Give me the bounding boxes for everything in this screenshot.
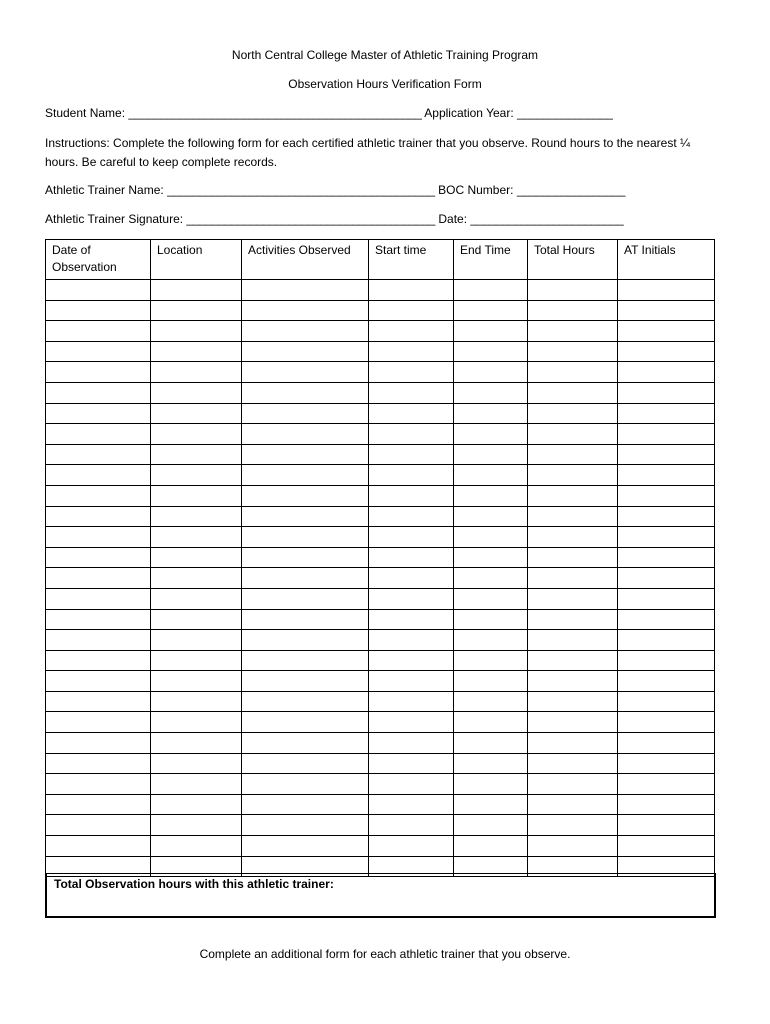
table-cell[interactable]	[151, 650, 242, 671]
table-cell[interactable]	[242, 712, 369, 733]
table-row	[46, 650, 715, 671]
table-cell[interactable]	[618, 424, 715, 445]
table-cell[interactable]	[454, 609, 528, 630]
table-cell[interactable]	[618, 712, 715, 733]
total-hours-label: Total Observation hours with this athletic trainer:	[54, 877, 334, 891]
table-cell[interactable]	[369, 527, 454, 548]
table-row	[46, 403, 715, 424]
table-cell[interactable]	[454, 485, 528, 506]
table-cell[interactable]	[369, 280, 454, 301]
table-cell[interactable]	[454, 341, 528, 362]
table-cell[interactable]	[242, 691, 369, 712]
table-row	[46, 836, 715, 857]
boc-number-field[interactable]: _________________	[516, 183, 626, 197]
table-cell[interactable]	[242, 382, 369, 403]
table-cell[interactable]	[242, 485, 369, 506]
table-cell[interactable]	[454, 465, 528, 486]
table-cell[interactable]	[151, 362, 242, 383]
table-cell[interactable]	[151, 712, 242, 733]
date-field[interactable]: ________________________	[470, 212, 624, 226]
table-row	[46, 485, 715, 506]
table-cell[interactable]	[151, 506, 242, 527]
table-cell[interactable]	[151, 321, 242, 342]
table-cell[interactable]	[369, 753, 454, 774]
table-cell[interactable]	[528, 341, 618, 362]
table-cell[interactable]	[528, 568, 618, 589]
table-cell[interactable]	[151, 527, 242, 548]
application-year-field[interactable]: _______________	[517, 106, 613, 120]
table-cell[interactable]	[618, 382, 715, 403]
table-cell[interactable]	[151, 403, 242, 424]
table-row	[46, 794, 715, 815]
trainer-name-field[interactable]: __________________________________________	[167, 183, 435, 197]
table-cell[interactable]	[46, 321, 151, 342]
table-cell[interactable]	[528, 815, 618, 836]
table-cell[interactable]	[454, 527, 528, 548]
table-cell[interactable]	[151, 588, 242, 609]
table-cell[interactable]	[369, 341, 454, 362]
table-cell[interactable]	[618, 300, 715, 321]
table-cell[interactable]	[528, 444, 618, 465]
table-cell[interactable]	[618, 547, 715, 568]
table-cell[interactable]	[46, 794, 151, 815]
table-cell[interactable]	[46, 485, 151, 506]
table-cell[interactable]	[151, 280, 242, 301]
table-cell[interactable]	[618, 444, 715, 465]
table-cell[interactable]	[151, 691, 242, 712]
table-row	[46, 506, 715, 527]
table-cell[interactable]	[151, 424, 242, 445]
table-cell[interactable]	[528, 403, 618, 424]
table-cell[interactable]	[528, 671, 618, 692]
table-cell[interactable]	[528, 609, 618, 630]
table-cell[interactable]	[618, 650, 715, 671]
table-cell[interactable]	[454, 547, 528, 568]
table-cell[interactable]	[46, 403, 151, 424]
table-cell[interactable]	[618, 362, 715, 383]
table-cell[interactable]	[369, 485, 454, 506]
table-row	[46, 691, 715, 712]
table-cell[interactable]	[618, 691, 715, 712]
table-row	[46, 362, 715, 383]
table-cell[interactable]	[242, 794, 369, 815]
table-cell[interactable]	[242, 341, 369, 362]
table-cell[interactable]	[369, 382, 454, 403]
table-cell[interactable]	[369, 465, 454, 486]
table-cell[interactable]	[242, 547, 369, 568]
table-cell[interactable]	[242, 609, 369, 630]
table-cell[interactable]	[369, 547, 454, 568]
table-cell[interactable]	[369, 403, 454, 424]
table-cell[interactable]	[528, 836, 618, 857]
boc-number-label: BOC Number:	[438, 183, 514, 197]
table-cell[interactable]	[369, 836, 454, 857]
table-cell[interactable]	[46, 506, 151, 527]
table-cell[interactable]	[528, 588, 618, 609]
table-row	[46, 671, 715, 692]
table-row	[46, 300, 715, 321]
table-cell[interactable]	[242, 527, 369, 548]
table-cell[interactable]	[528, 321, 618, 342]
table-row	[46, 465, 715, 486]
table-cell[interactable]	[46, 712, 151, 733]
table-cell[interactable]	[528, 465, 618, 486]
table-cell[interactable]	[46, 588, 151, 609]
table-row	[46, 774, 715, 795]
table-cell[interactable]	[454, 753, 528, 774]
table-cell[interactable]	[151, 794, 242, 815]
table-cell[interactable]	[369, 506, 454, 527]
table-cell[interactable]	[46, 691, 151, 712]
table-cell[interactable]	[528, 753, 618, 774]
table-cell[interactable]	[618, 774, 715, 795]
table-cell[interactable]	[369, 300, 454, 321]
table-row	[46, 444, 715, 465]
table-cell[interactable]	[454, 588, 528, 609]
footer-note: Complete an additional form for each athletic trainer that you observe.	[199, 947, 571, 961]
table-cell[interactable]	[369, 568, 454, 589]
table-cell[interactable]	[151, 485, 242, 506]
table-cell[interactable]	[46, 630, 151, 651]
table-cell[interactable]	[151, 609, 242, 630]
table-cell[interactable]	[242, 774, 369, 795]
table-cell[interactable]	[454, 671, 528, 692]
table-cell[interactable]	[454, 733, 528, 754]
table-cell[interactable]	[151, 300, 242, 321]
table-cell[interactable]	[528, 691, 618, 712]
table-row	[46, 321, 715, 342]
table-cell[interactable]	[528, 424, 618, 445]
table-row	[46, 712, 715, 733]
table-cell[interactable]	[454, 321, 528, 342]
column-header-total-hours: Total Hours	[528, 240, 618, 280]
table-cell[interactable]	[528, 547, 618, 568]
table-cell[interactable]	[369, 444, 454, 465]
table-cell[interactable]	[151, 568, 242, 589]
table-cell[interactable]	[242, 630, 369, 651]
table-cell[interactable]	[528, 733, 618, 754]
table-cell[interactable]	[46, 444, 151, 465]
table-cell[interactable]	[242, 321, 369, 342]
table-row	[46, 547, 715, 568]
table-cell[interactable]	[242, 836, 369, 857]
table-row	[46, 753, 715, 774]
table-row	[46, 341, 715, 362]
table-cell[interactable]	[151, 733, 242, 754]
table-cell[interactable]	[151, 774, 242, 795]
table-cell[interactable]	[454, 836, 528, 857]
table-cell[interactable]	[242, 588, 369, 609]
table-cell[interactable]	[242, 506, 369, 527]
table-cell[interactable]	[618, 527, 715, 548]
table-cell[interactable]	[242, 465, 369, 486]
table-row	[46, 630, 715, 651]
total-hours-box[interactable]	[45, 873, 716, 918]
student-name-line	[45, 106, 613, 120]
table-cell[interactable]	[528, 382, 618, 403]
table-cell[interactable]	[46, 547, 151, 568]
table-cell[interactable]	[242, 403, 369, 424]
table-cell[interactable]	[618, 630, 715, 651]
table-cell[interactable]	[528, 630, 618, 651]
table-cell[interactable]	[618, 321, 715, 342]
table-row	[46, 588, 715, 609]
form-subtitle: Observation Hours Verification Form	[288, 77, 482, 91]
table-cell[interactable]	[454, 691, 528, 712]
table-row	[46, 733, 715, 754]
table-cell[interactable]	[46, 341, 151, 362]
table-cell[interactable]	[454, 280, 528, 301]
table-cell[interactable]	[454, 300, 528, 321]
table-cell[interactable]	[46, 382, 151, 403]
table-cell[interactable]	[369, 815, 454, 836]
table-cell[interactable]	[369, 650, 454, 671]
table-cell[interactable]	[46, 609, 151, 630]
table-cell[interactable]	[369, 362, 454, 383]
table-cell[interactable]	[46, 836, 151, 857]
table-cell[interactable]	[46, 424, 151, 445]
table-cell[interactable]	[369, 691, 454, 712]
table-cell[interactable]	[242, 650, 369, 671]
column-header-at-initials: AT Initials	[618, 240, 715, 280]
table-cell[interactable]	[454, 815, 528, 836]
table-cell[interactable]	[618, 671, 715, 692]
column-header-start-time: Start time	[369, 240, 454, 280]
table-cell[interactable]	[369, 321, 454, 342]
table-cell[interactable]	[618, 465, 715, 486]
table-cell[interactable]	[528, 300, 618, 321]
table-cell[interactable]	[618, 506, 715, 527]
observation-table	[45, 239, 715, 877]
signature-field[interactable]: _______________________________________	[186, 212, 436, 226]
table-cell[interactable]	[46, 465, 151, 486]
table-cell[interactable]	[242, 444, 369, 465]
trainer-name-line	[45, 183, 625, 197]
table-cell[interactable]	[151, 815, 242, 836]
table-cell[interactable]	[151, 671, 242, 692]
column-header-date: Date of Observation	[46, 240, 151, 280]
table-cell[interactable]	[242, 815, 369, 836]
table-cell[interactable]	[454, 794, 528, 815]
form-title: North Central College Master of Athletic Training Program	[231, 48, 539, 62]
table-cell[interactable]	[242, 362, 369, 383]
table-cell[interactable]	[46, 568, 151, 589]
table-cell[interactable]	[46, 650, 151, 671]
table-cell[interactable]	[369, 733, 454, 754]
table-cell[interactable]	[528, 794, 618, 815]
table-body	[46, 280, 715, 877]
table-cell[interactable]	[618, 733, 715, 754]
table-cell[interactable]	[454, 650, 528, 671]
table-cell[interactable]	[242, 300, 369, 321]
student-name-field[interactable]: ______________________________________________	[128, 106, 422, 120]
instructions-text: Instructions: Complete the following form for each certified athletic trainer that you observe. Round hours to the nearest ¼ hours. Be careful to keep complete records.	[45, 136, 691, 169]
table-cell[interactable]	[528, 527, 618, 548]
table-cell[interactable]	[369, 424, 454, 445]
table-cell[interactable]	[242, 424, 369, 445]
table-cell[interactable]	[618, 568, 715, 589]
table-cell[interactable]	[528, 485, 618, 506]
table-cell[interactable]	[46, 300, 151, 321]
signature-label: Athletic Trainer Signature:	[45, 212, 184, 226]
table-cell[interactable]	[454, 712, 528, 733]
table-cell[interactable]	[618, 836, 715, 857]
table-row	[46, 609, 715, 630]
table-cell[interactable]	[46, 753, 151, 774]
table-header-row	[46, 240, 715, 280]
table-cell[interactable]	[46, 815, 151, 836]
table-cell[interactable]	[151, 465, 242, 486]
table-cell[interactable]	[618, 753, 715, 774]
signature-line	[45, 212, 623, 226]
table-cell[interactable]	[618, 485, 715, 506]
table-cell[interactable]	[151, 382, 242, 403]
table-cell[interactable]	[528, 280, 618, 301]
table-cell[interactable]	[151, 836, 242, 857]
table-row	[46, 568, 715, 589]
table-cell[interactable]	[46, 671, 151, 692]
table-row	[46, 424, 715, 445]
table-cell[interactable]	[618, 341, 715, 362]
table-cell[interactable]	[618, 280, 715, 301]
table-cell[interactable]	[369, 609, 454, 630]
table-cell[interactable]	[46, 362, 151, 383]
table-cell[interactable]	[528, 362, 618, 383]
table-cell[interactable]	[151, 444, 242, 465]
table-cell[interactable]	[151, 753, 242, 774]
table-cell[interactable]	[454, 568, 528, 589]
table-cell[interactable]	[618, 794, 715, 815]
table-cell[interactable]	[369, 774, 454, 795]
table-cell[interactable]	[454, 444, 528, 465]
table-cell[interactable]	[618, 815, 715, 836]
table-cell[interactable]	[454, 382, 528, 403]
table-cell[interactable]	[46, 527, 151, 548]
table-cell[interactable]	[46, 280, 151, 301]
table-cell[interactable]	[151, 547, 242, 568]
table-cell[interactable]	[151, 630, 242, 651]
table-cell[interactable]	[242, 671, 369, 692]
student-name-label: Student Name:	[45, 106, 126, 120]
table-row	[46, 280, 715, 301]
table-cell[interactable]	[454, 403, 528, 424]
table-cell[interactable]	[454, 506, 528, 527]
table-cell[interactable]	[528, 650, 618, 671]
table-cell[interactable]	[242, 753, 369, 774]
column-header-location: Location	[151, 240, 242, 280]
table-cell[interactable]	[618, 609, 715, 630]
table-cell[interactable]	[242, 733, 369, 754]
table-cell[interactable]	[369, 630, 454, 651]
table-cell[interactable]	[454, 362, 528, 383]
table-cell[interactable]	[618, 588, 715, 609]
table-cell[interactable]	[46, 774, 151, 795]
table-cell[interactable]	[242, 568, 369, 589]
table-row	[46, 815, 715, 836]
application-year-label: Application Year:	[424, 106, 514, 120]
table-cell[interactable]	[528, 712, 618, 733]
table-cell[interactable]	[528, 506, 618, 527]
table-cell[interactable]	[46, 733, 151, 754]
table-row	[46, 527, 715, 548]
table-cell[interactable]	[618, 403, 715, 424]
table-cell[interactable]	[454, 630, 528, 651]
table-cell[interactable]	[151, 341, 242, 362]
column-header-end-time: End Time	[454, 240, 528, 280]
table-cell[interactable]	[369, 712, 454, 733]
trainer-name-label: Athletic Trainer Name:	[45, 183, 164, 197]
table-cell[interactable]	[242, 280, 369, 301]
table-cell[interactable]	[369, 794, 454, 815]
date-label: Date:	[438, 212, 468, 226]
table-cell[interactable]	[369, 671, 454, 692]
table-cell[interactable]	[454, 424, 528, 445]
table-cell[interactable]	[528, 774, 618, 795]
column-header-activities: Activities Observed	[242, 240, 369, 280]
table-cell[interactable]	[454, 774, 528, 795]
table-cell[interactable]	[369, 588, 454, 609]
table-row	[46, 382, 715, 403]
